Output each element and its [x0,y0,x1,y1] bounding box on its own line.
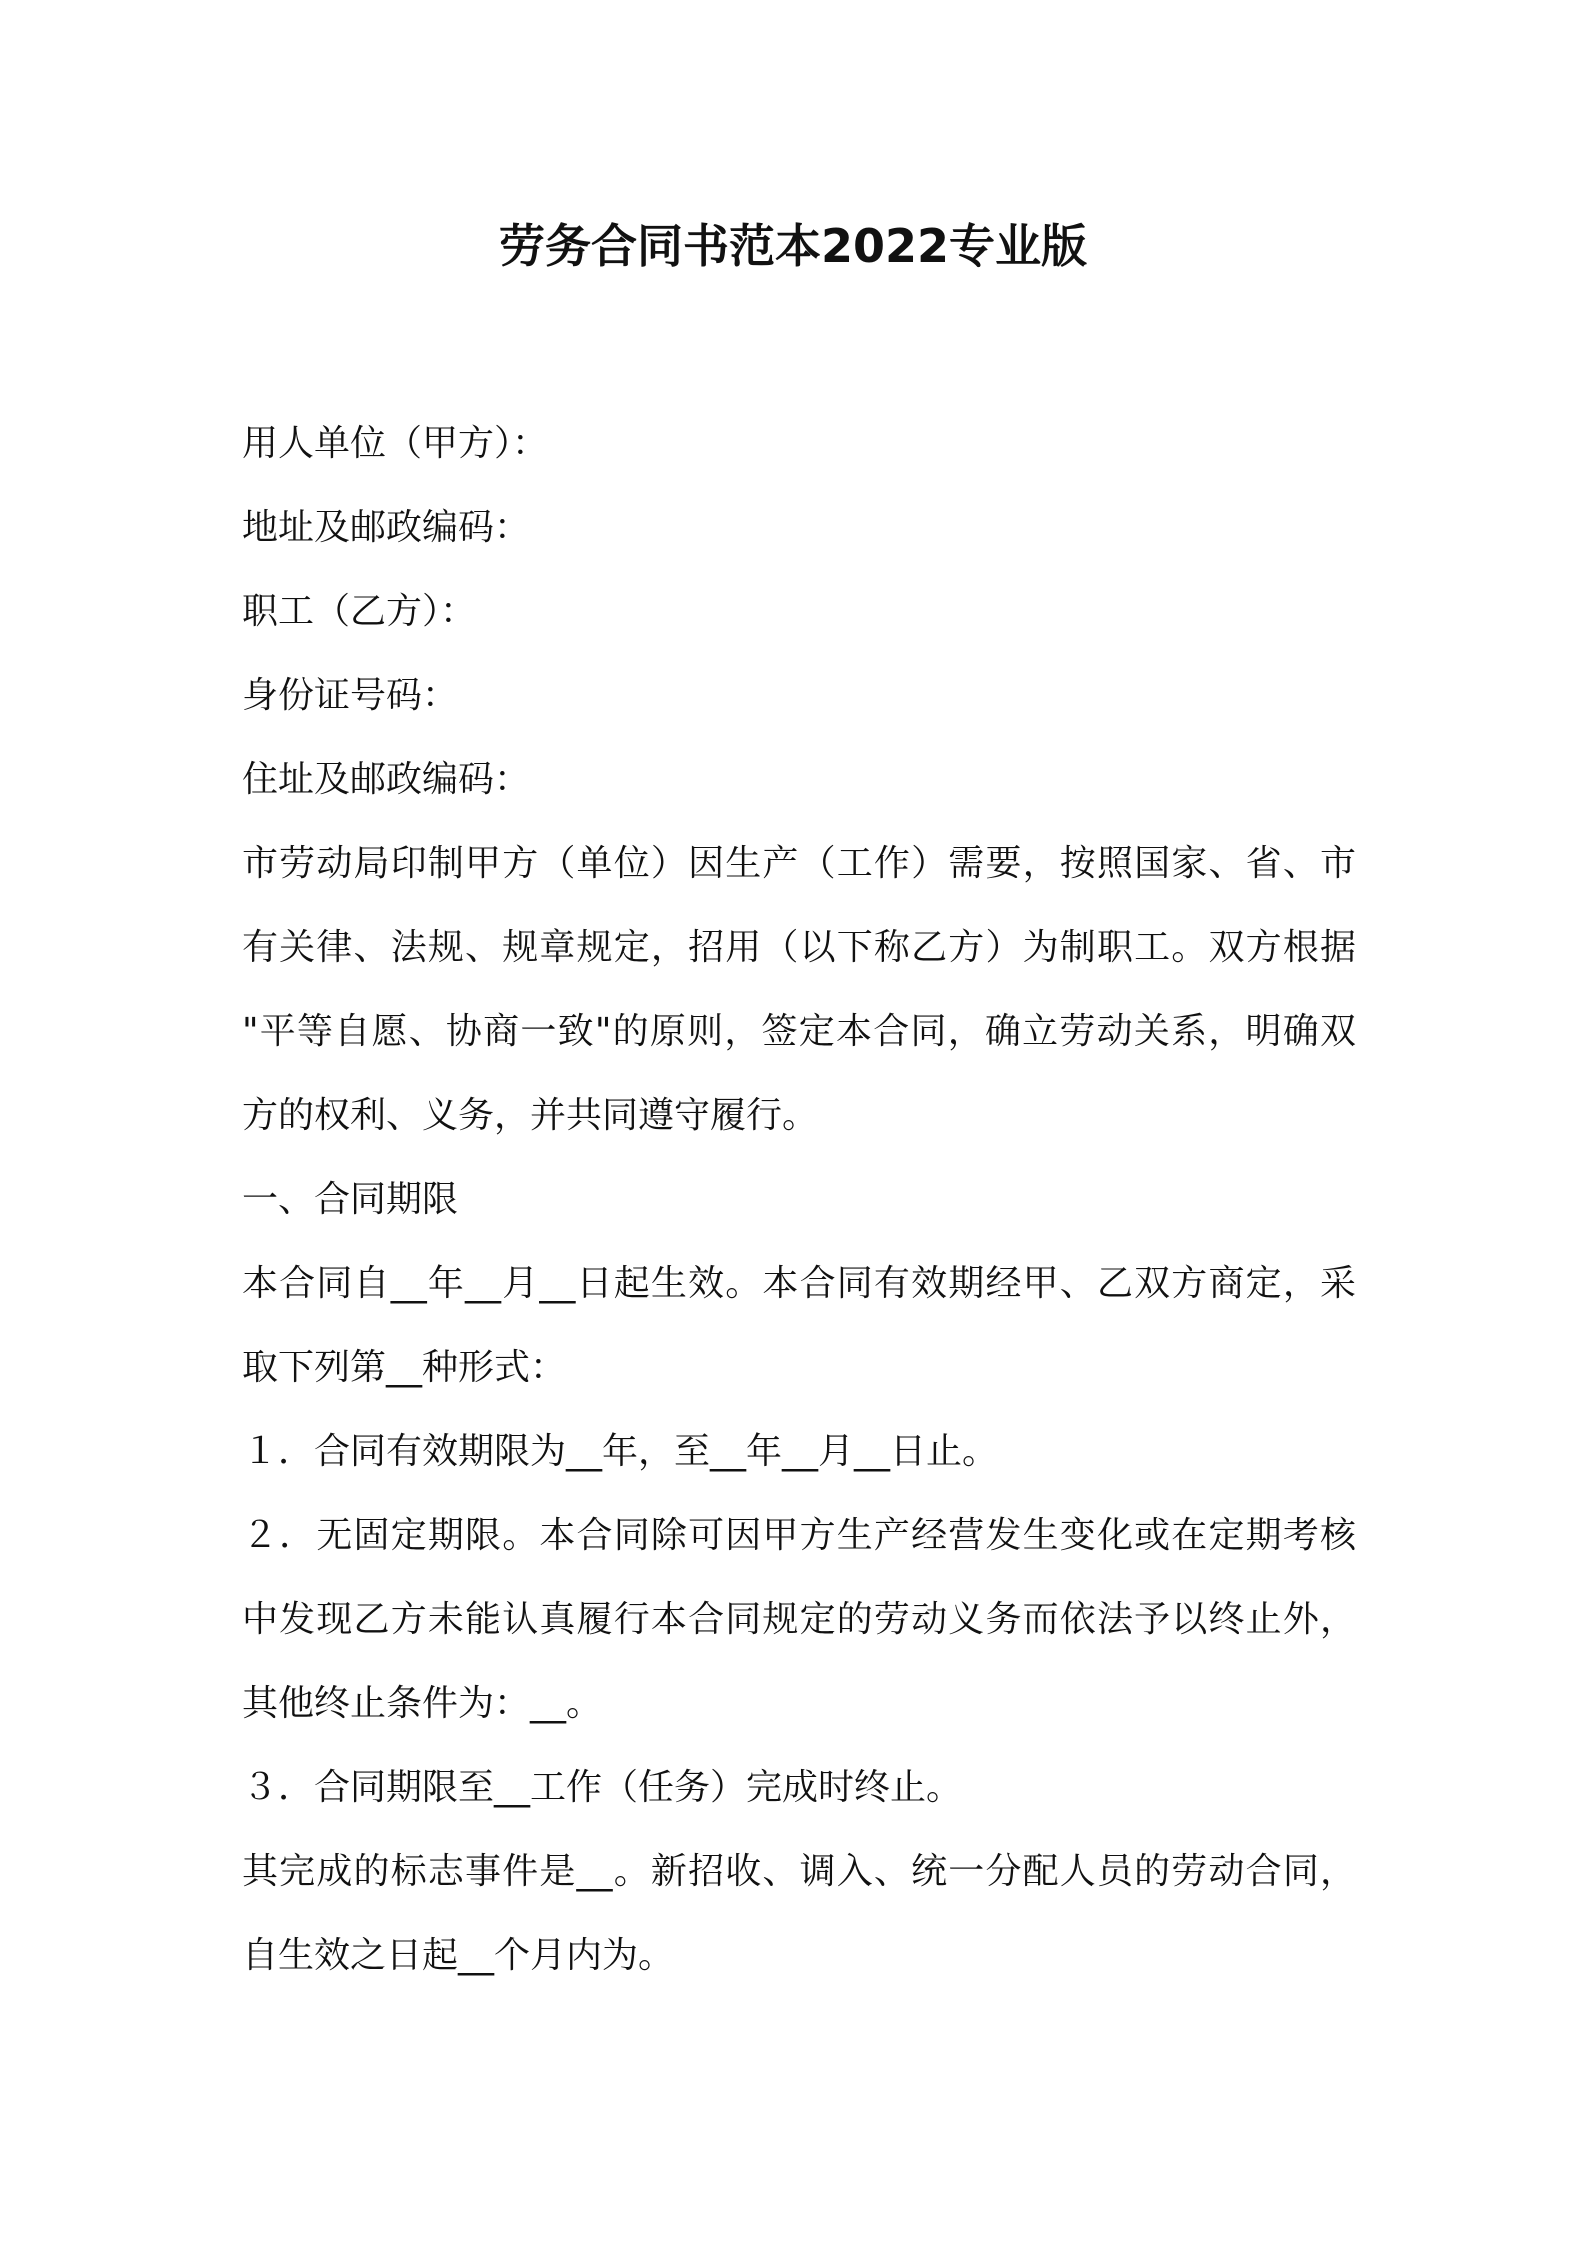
field-employer: 用人单位（甲方）： [242,423,549,464]
clause-item-2-line-1: ２．无固定期限。本合同除可因甲方生产经营发生变化或在定期考核 [242,1515,1356,1556]
clause-completion-line-2: 自生效之日起__个月内为。 [242,1935,675,1976]
preamble-line-3: "平等自愿、协商一致"的原则，签定本合同，确立劳动关系，明确双 [242,1011,1356,1052]
clause-item-2-line-3: 其他终止条件为：__。 [242,1683,603,1724]
clause-effective-line-1: 本合同自__年__月__日起生效。本合同有效期经甲、乙双方商定，采 [242,1263,1356,1304]
field-id-number: 身份证号码： [242,675,459,716]
field-employee: 职工（乙方）： [242,591,477,632]
preamble-line-2: 有关律、法规、规章规定，招用（以下称乙方）为制职工。双方根据 [242,927,1356,968]
preamble-line-4: 方的权利、义务，并共同遵守履行。 [242,1095,819,1136]
clause-item-1: １．合同有效期限为__年，至__年__月__日止。 [242,1431,999,1472]
clause-completion-line-1: 其完成的标志事件是__。新招收、调入、统一分配人员的劳动合同， [242,1851,1356,1892]
clause-effective-line-2: 取下列第__种形式： [242,1347,567,1388]
clause-item-3: ３．合同期限至__工作（任务）完成时终止。 [242,1767,963,1808]
document-body [242,402,1356,1998]
document-title: 劳务合同书范本2022专业版 [498,219,1088,273]
clause-item-2-line-2: 中发现乙方未能认真履行本合同规定的劳动义务而依法予以终止外， [242,1599,1356,1640]
preamble-line-1: 市劳动局印制甲方（单位）因生产（工作）需要，按照国家、省、市 [242,843,1356,884]
field-employer-address: 地址及邮政编码： [242,507,531,548]
field-employee-address: 住址及邮政编码： [242,759,531,800]
section-heading-contract-term: 一、合同期限 [242,1179,459,1220]
